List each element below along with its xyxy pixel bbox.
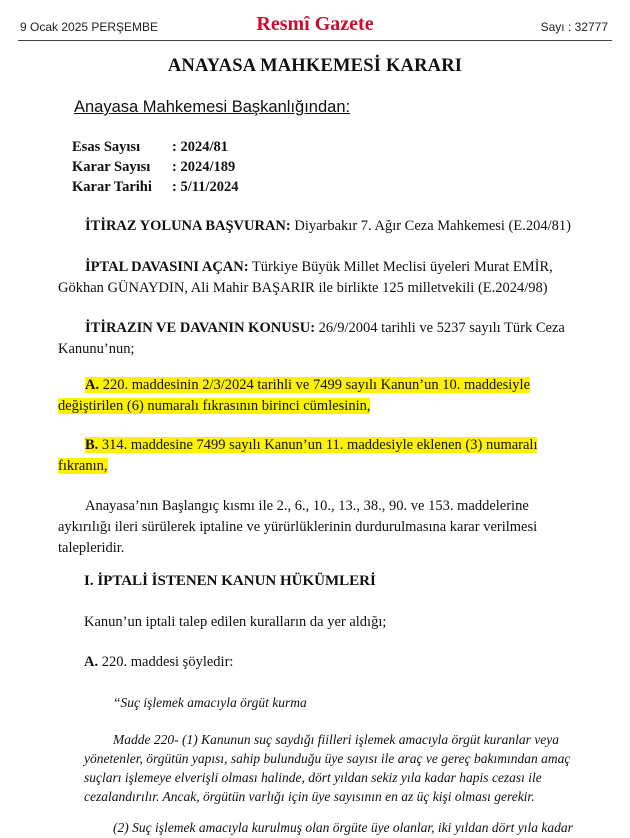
quote-line2: yönetenler, örgütün yapısı, sahip bulunduğu üye sayısı ile araç ve gereç bakımından amaç bbox=[84, 751, 571, 766]
request-line1: Anayasa’nın Başlangıç kısmı ile 2., 6., 10., 13., 38., 90. ve 153. maddelerine bbox=[85, 498, 529, 514]
quote-next-paragraph: (2) Suç işlemek amacıyla kurulmuş olan örgüte üye olanlar, iki yıldan dört yıla kadar bbox=[113, 820, 573, 835]
gazette-header bbox=[0, 0, 630, 44]
gazette-title: Resmî Gazete bbox=[256, 13, 374, 35]
ref-row-karar: Karar Sayısı : 2024/189 bbox=[72, 159, 236, 175]
plaintiff-paragraph: İPTAL DAVASINI AÇAN: Türkiye Büyük Millet Meclisi üyeleri Murat EMİR, bbox=[85, 259, 553, 275]
quote-line3: suçları işlemeye elverişli olması halinde, dört yıldan sekiz yıla kadar hapis cezası ile bbox=[84, 770, 542, 785]
ref-row-tarih: Karar Tarihi : 5/11/2024 bbox=[72, 179, 239, 195]
header-divider bbox=[18, 40, 612, 41]
plaintiff-label: İPTAL DAVASINI AÇAN: bbox=[85, 259, 249, 275]
quote-line1: Madde 220- (1) Kanunun suç saydığı fiilleri işlemek amacıyla örgüt kuranlar veya bbox=[113, 732, 560, 747]
intro-paragraph: Kanun’un iptali talep edilen kuralların da yer aldığı; bbox=[84, 614, 387, 630]
item-b: B. 314. maddesine 7499 sayılı Kanun’un 11. maddesiyle eklenen (3) numaralı bbox=[85, 437, 538, 453]
plaintiff-line2: Gökhan GÜNAYDIN, Ali Mahir BAŞARIR ile birlikte 125 milletvekili (E.2024/98) bbox=[58, 280, 548, 296]
article-a-intro: A. 220. maddesi şöyledir: bbox=[84, 654, 234, 670]
applicant-label: İTİRAZ YOLUNA BAŞVURAN: bbox=[85, 218, 291, 234]
subject-label: İTİRAZIN VE DAVANIN KONUSU: bbox=[85, 320, 316, 336]
request-line3: talepleridir. bbox=[58, 540, 125, 556]
item-a: A. 220. maddesinin 2/3/2024 tarihli ve 7499 sayılı Kanun’un 10. maddesiyle bbox=[85, 377, 531, 393]
applicant-paragraph: İTİRAZ YOLUNA BAŞVURAN: Diyarbakır 7. Ağır Ceza Mahkemesi (E.204/81) bbox=[85, 218, 571, 234]
item-b-line2: fıkranın, bbox=[58, 458, 108, 474]
document-title: ANAYASA MAHKEMESİ KARARI bbox=[167, 56, 463, 76]
issue-number: Sayı : 32777 bbox=[540, 20, 608, 34]
request-line2: aykırılığı ileri sürülerek iptaline ve yürürlüklerinin durdurulmasına karar verilmesi bbox=[58, 519, 538, 535]
issue-date: 9 Ocak 2025 PERŞEMBE bbox=[20, 20, 159, 34]
case-references bbox=[72, 137, 238, 197]
item-a-line2: değiştirilen (6) numaralı fıkrasının birinci cümlesinin, bbox=[58, 398, 371, 414]
presidency-heading: Anayasa Mahkemesi Başkanlığından: bbox=[74, 98, 351, 116]
article-a-label: A. bbox=[84, 654, 99, 670]
quote-title: “Suç işlemek amacıyla örgüt kurma bbox=[113, 695, 307, 710]
subject-line2: Kanunu’nun; bbox=[58, 341, 135, 357]
item-b-label: B. bbox=[85, 437, 99, 453]
item-a-label: A. bbox=[85, 377, 100, 393]
section-heading-1: I. İPTALİ İSTENEN KANUN HÜKÜMLERİ bbox=[84, 573, 376, 589]
ref-row-esas: Esas Sayısı : 2024/81 bbox=[72, 139, 228, 155]
quote-line4: cezalandırılır. Ancak, örgütün varlığı için üye sayısının en az üç kişi olması gerekir. bbox=[84, 789, 535, 804]
subject-paragraph: İTİRAZIN VE DAVANIN KONUSU: 26/9/2004 tarihli ve 5237 sayılı Türk Ceza bbox=[85, 320, 565, 336]
